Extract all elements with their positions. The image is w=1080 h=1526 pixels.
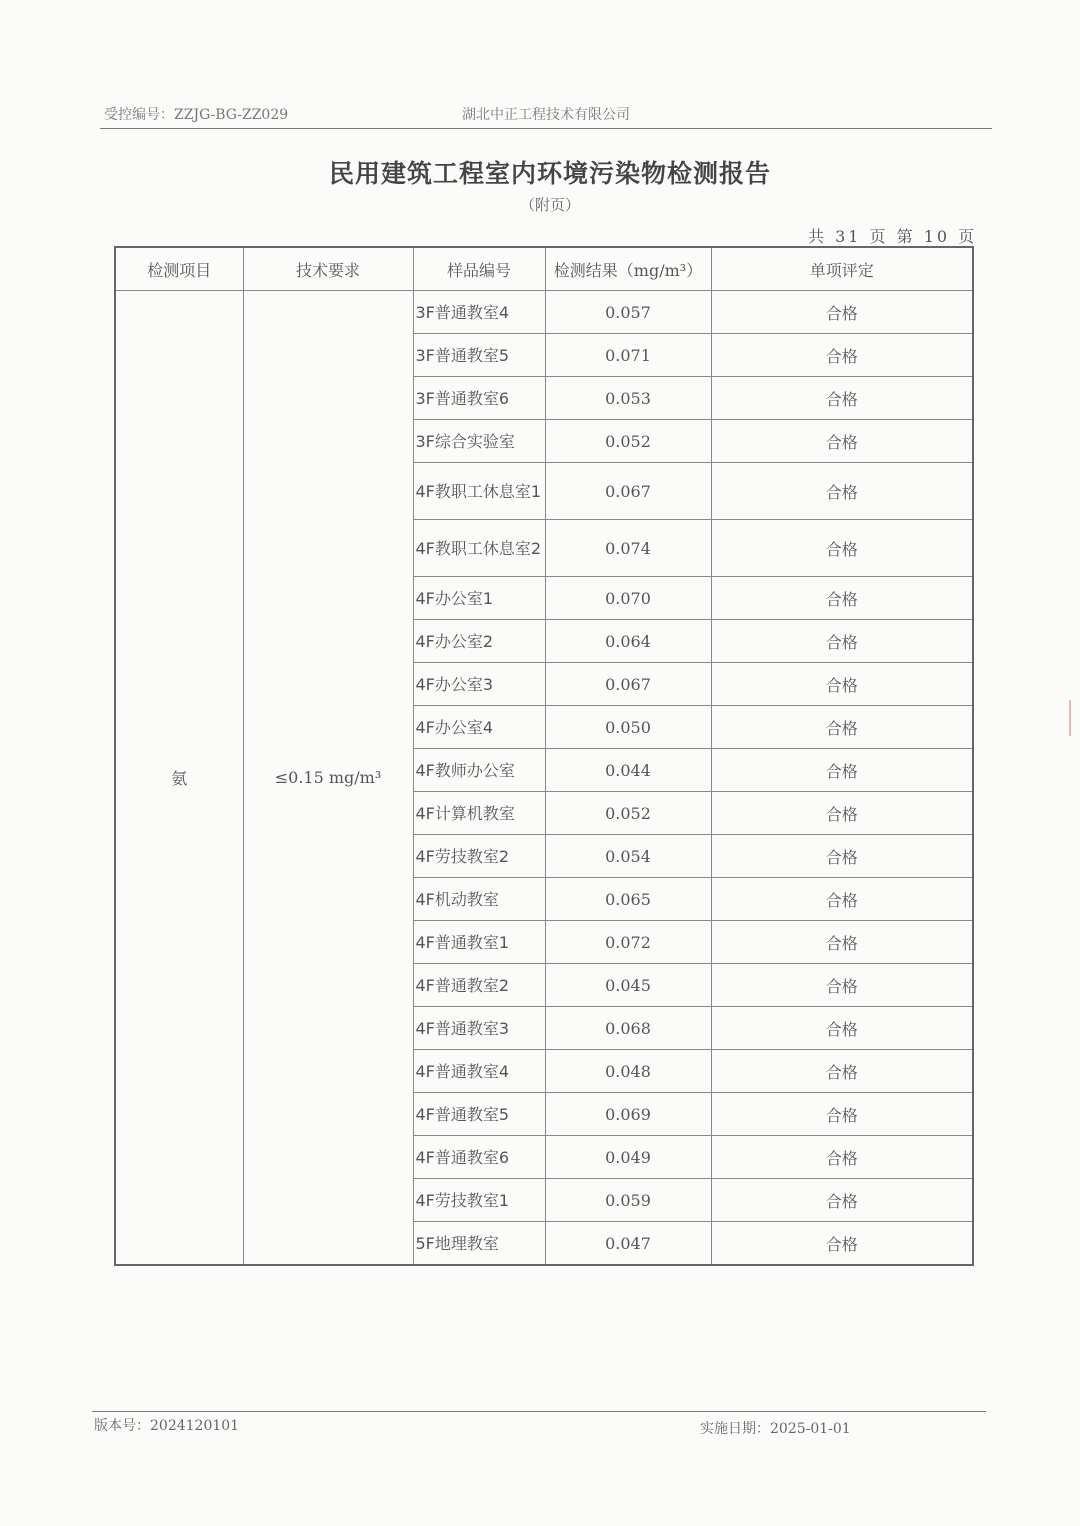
evaluation-cell: 合格 [711, 1222, 973, 1266]
result-cell: 0.074 [545, 520, 711, 577]
version-number: 版本号：2024120101 [94, 1418, 240, 1434]
evaluation-cell: 合格 [711, 577, 973, 620]
sample-id-cell: 4F普通教室4 [413, 1050, 545, 1093]
result-cell: 0.064 [545, 620, 711, 663]
sample-id-cell: 4F普通教室3 [413, 1007, 545, 1050]
result-cell: 0.057 [545, 291, 711, 334]
control-number: 受控编号：ZZJG-BG-ZZ029 [104, 107, 289, 123]
header-sample: 样品编号 [413, 247, 545, 291]
evaluation-cell: 合格 [711, 334, 973, 377]
footer-divider [92, 1411, 986, 1412]
sample-id-cell: 4F教职工休息室2 [413, 520, 545, 577]
evaluation-cell: 合格 [711, 878, 973, 921]
sample-id-cell: 4F办公室1 [413, 577, 545, 620]
result-cell: 0.071 [545, 334, 711, 377]
sample-id-cell: 3F普通教室5 [413, 334, 545, 377]
evaluation-cell: 合格 [711, 835, 973, 878]
report-title: 民用建筑工程室内环境污染物检测报告 [328, 159, 771, 188]
sample-id-cell: 3F普通教室4 [413, 291, 545, 334]
evaluation-cell: 合格 [711, 520, 973, 577]
evaluation-cell: 合格 [711, 1007, 973, 1050]
header-evaluation: 单项评定 [711, 247, 973, 291]
result-cell: 0.069 [545, 1093, 711, 1136]
effective-date: 实施日期：2025-01-01 [700, 1421, 851, 1437]
table-body [115, 291, 973, 1266]
sample-id-cell: 4F劳技教室2 [413, 835, 545, 878]
sample-id-cell: 3F普通教室6 [413, 377, 545, 420]
evaluation-cell: 合格 [711, 1179, 973, 1222]
sample-id-cell: 4F普通教室6 [413, 1136, 545, 1179]
result-cell: 0.072 [545, 921, 711, 964]
evaluation-cell: 合格 [711, 463, 973, 520]
scan-edge-mark [1069, 700, 1071, 736]
header-result: 检测结果（mg/m³） [545, 247, 711, 291]
sample-id-cell: 4F办公室3 [413, 663, 545, 706]
result-cell: 0.052 [545, 792, 711, 835]
sample-id-cell: 4F劳技教室1 [413, 1179, 545, 1222]
result-cell: 0.067 [545, 463, 711, 520]
results-table [114, 246, 974, 1266]
company-name: 湖北中正工程技术有限公司 [462, 107, 630, 123]
result-cell: 0.059 [545, 1179, 711, 1222]
sample-id-cell: 4F普通教室1 [413, 921, 545, 964]
table-header-row [115, 247, 973, 291]
sample-id-cell: 4F普通教室2 [413, 964, 545, 1007]
sample-id-cell: 3F综合实验室 [413, 420, 545, 463]
result-cell: 0.068 [545, 1007, 711, 1050]
result-cell: 0.048 [545, 1050, 711, 1093]
evaluation-cell: 合格 [711, 620, 973, 663]
result-cell: 0.070 [545, 577, 711, 620]
evaluation-cell: 合格 [711, 706, 973, 749]
result-cell: 0.067 [545, 663, 711, 706]
evaluation-cell: 合格 [711, 749, 973, 792]
sample-id-cell: 4F教职工休息室1 [413, 463, 545, 520]
report-subtitle: （附页） [519, 196, 580, 214]
table-row [115, 291, 973, 334]
result-cell: 0.054 [545, 835, 711, 878]
result-cell: 0.047 [545, 1222, 711, 1266]
header-requirement: 技术要求 [243, 247, 413, 291]
evaluation-cell: 合格 [711, 663, 973, 706]
sample-id-cell: 4F普通教室5 [413, 1093, 545, 1136]
sample-id-cell: 5F地理教室 [413, 1222, 545, 1266]
result-cell: 0.049 [545, 1136, 711, 1179]
evaluation-cell: 合格 [711, 1136, 973, 1179]
evaluation-cell: 合格 [711, 377, 973, 420]
sample-id-cell: 4F教师办公室 [413, 749, 545, 792]
sample-id-cell: 4F办公室2 [413, 620, 545, 663]
result-cell: 0.050 [545, 706, 711, 749]
result-cell: 0.053 [545, 377, 711, 420]
evaluation-cell: 合格 [711, 420, 973, 463]
evaluation-cell: 合格 [711, 792, 973, 835]
evaluation-cell: 合格 [711, 964, 973, 1007]
result-cell: 0.044 [545, 749, 711, 792]
evaluation-cell: 合格 [711, 1093, 973, 1136]
result-cell: 0.045 [545, 964, 711, 1007]
sample-id-cell: 4F计算机教室 [413, 792, 545, 835]
requirement-cell: ≤0.15 mg/m³ [243, 291, 413, 1266]
page-info: 共 31 页 第 10 页 [808, 227, 978, 246]
header-item: 检测项目 [115, 247, 243, 291]
sample-id-cell: 4F办公室4 [413, 706, 545, 749]
evaluation-cell: 合格 [711, 921, 973, 964]
test-item-cell: 氨 [115, 291, 243, 1266]
evaluation-cell: 合格 [711, 1050, 973, 1093]
result-cell: 0.052 [545, 420, 711, 463]
evaluation-cell: 合格 [711, 291, 973, 334]
header-divider [100, 128, 992, 129]
sample-id-cell: 4F机动教室 [413, 878, 545, 921]
result-cell: 0.065 [545, 878, 711, 921]
